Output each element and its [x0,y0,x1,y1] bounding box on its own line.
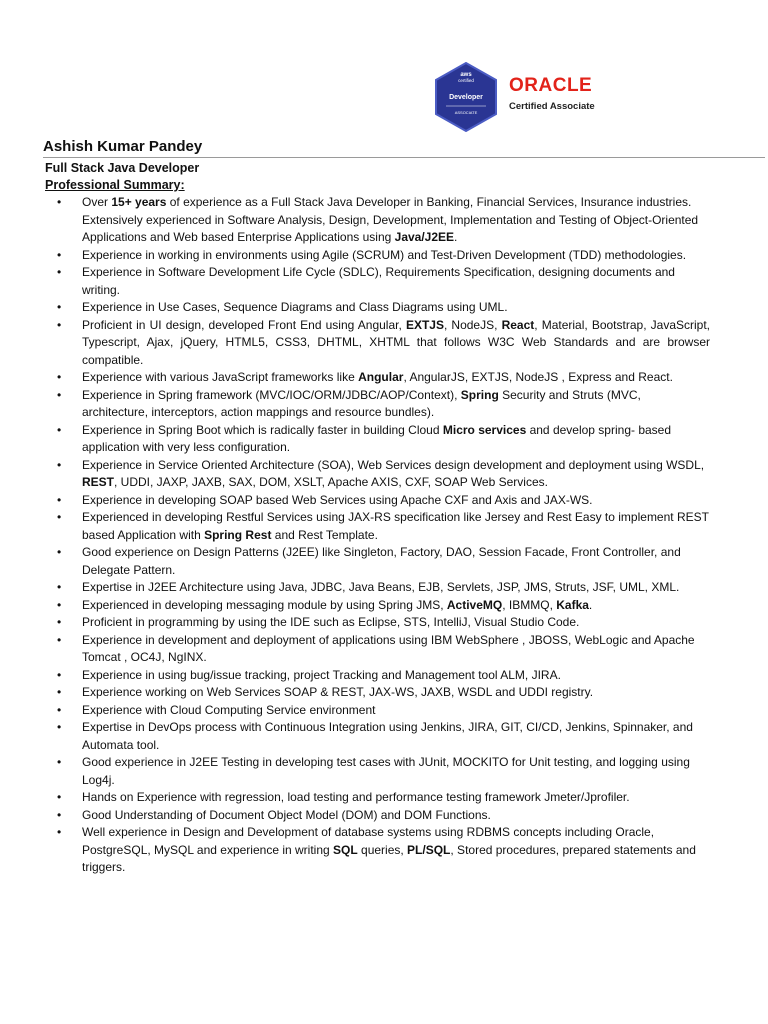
bullet-text: , IBMMQ, [502,597,557,612]
bullet-bold-text: Kafka [556,597,589,612]
summary-bullet-item [0,614,768,632]
bullet-bold-text: Java/J2EE [394,230,455,244]
summary-bullet-item [0,264,768,299]
bullet-text: Well experience in Design and Development of database systems using RDBMS concepts including Oracle, PostgreSQL, MySQL and experience in writing [82,825,655,857]
bullet-point-icon: • [57,195,62,209]
section-heading-professional-summary: Professional Summary: [45,178,185,192]
bullet-point-icon: • [57,702,62,717]
bullet-point-icon: • [57,422,62,437]
bullet-text: Over [82,195,112,209]
summary-bullet-item [0,789,768,807]
bullet-bold-text: Spring [460,387,499,402]
bullet-text: queries, [357,842,408,857]
bullet-text: Good experience on Design Patterns (J2EE) like Singleton, Factory, DAO, Session Facade, Front Controller, and Delegate Pattern. [82,545,681,577]
summary-bullet-item [0,807,768,825]
bullet-bold-text: EXTJS [405,317,444,332]
bullet-bold-text: ActiveMQ [446,597,503,612]
bullet-bold-text: Micro services [442,422,527,437]
summary-bullet-item [0,422,768,457]
oracle-wordmark: ORACLE [509,75,593,96]
summary-bullet-item [0,684,768,702]
bullet-point-icon: • [57,387,62,402]
summary-bullet-item [0,317,768,370]
bullet-bold-text: Angular [358,370,404,384]
bullet-text: Experience in development and deployment of applications using IBM WebSphere , JBOSS, WebLogic and Apache Tomcat , OC4J, NgINX. [82,632,695,664]
summary-bullet-item [0,824,768,877]
bullet-point-icon: • [57,825,62,839]
bullet-bold-text: PL/SQL [407,842,451,857]
bullet-text: Experience in Spring Boot which is radically faster in building Cloud [82,422,443,437]
header-divider [43,157,765,158]
candidate-name: Ashish Kumar Pandey [43,138,203,155]
summary-bullet-item [0,492,768,510]
bullet-point-icon: • [57,790,62,804]
aws-developer-badge [434,62,498,132]
bullet-text: Experienced in developing messaging module by using Spring JMS, [82,597,447,612]
bullet-text: Experience in working in environments using Agile (SCRUM) and Test-Driven Development (TDD) methodologies. [82,247,687,262]
bullet-text: , UDDI, JAXP, JAXB, SAX, DOM, XSLT, Apache AXIS, CXF, SOAP Web Services. [114,475,548,489]
aws-level-text: Developer [449,94,483,101]
bullet-text: Experience in Spring framework (MVC/IOC/ORM/JDBC/AOP/Context), [82,387,461,402]
bullet-point-icon: • [57,632,62,647]
summary-bullet-item [0,667,768,685]
bullet-text: Expertise in DevOps process with Continuous Integration using Jenkins, JIRA, GIT, CI/CD, Jenkins, Spinnaker, and Automata tool. [82,720,693,752]
bullet-text: . [588,597,593,612]
bullet-text: Proficient in programming by using the IDE such as Eclipse, STS, IntelliJ, Visual Studio Code. [82,615,580,629]
bullet-text: Experienced in developing Restful Services using JAX-RS specification like Jersey and Rest Easy to implement REST based Application with [82,510,709,542]
bullet-text: Experience in Software Development Life Cycle (SDLC), Requirements Specification, designing documents and writing. [82,265,675,297]
bullet-point-icon: • [57,492,62,507]
bullet-text: Experience in Use Cases, Sequence Diagrams and Class Diagrams using UML. [82,300,508,314]
bullet-text: and develop spring- based application with very less configuration. [82,422,672,454]
summary-bullet-item [0,194,768,247]
bullet-point-icon: • [57,615,62,629]
bullet-point-icon: • [57,720,62,734]
summary-bullet-item [0,579,768,597]
summary-bullet-item [0,369,768,387]
aws-certified-text: certified [458,78,474,83]
bullet-text: Experience with various JavaScript frameworks like [82,370,359,384]
bullet-point-icon: • [57,300,62,314]
bullet-bold-text: React [501,317,535,332]
bullet-point-icon: • [57,685,62,699]
summary-bullet-item [0,719,768,754]
bullet-text: , NodeJS, [443,317,502,332]
bullet-text: Experience in developing SOAP based Web Services using Apache CXF and Axis and JAX-WS. [82,492,593,507]
bullet-text: , Stored procedures, prepared statements and triggers. [82,842,696,874]
bullet-point-icon: • [57,580,62,594]
summary-bullet-item [0,387,768,422]
bullet-text: Expertise in J2EE Architecture using Java, JDBC, Java Beans, EJB, Servlets, JSP, JMS, Struts, JSF, UML, XML. [82,580,680,594]
certification-badges [434,62,614,132]
bullet-point-icon: • [57,545,62,559]
summary-bullet-item [0,597,768,615]
bullet-point-icon: • [57,247,62,262]
aws-logo-text: aws [460,72,472,78]
summary-bullet-item [0,509,768,544]
bullet-bold-text: 15+ years [111,195,167,209]
summary-bullet-item [0,754,768,789]
bullet-text: and Rest Template. [271,527,378,542]
bullet-text: Hands on Experience with regression, load testing and performance testing framework Jmeter/Jprofiler. [82,790,630,804]
bullet-point-icon: • [57,755,62,769]
bullet-text: Experience in using bug/issue tracking, project Tracking and Management tool ALM, JIRA. [82,667,561,682]
bullet-text: Security and Struts (MVC, architecture, interceptors, action mappings and resource bundles). [82,387,641,419]
bullet-point-icon: • [57,317,62,332]
bullet-text: of experience as a Full Stack Java Developer in Banking, Financial Services, Insurance industries. Extensively experienced in Software Analysis, Design, Development, Implementation and Testing of Object-Oriented Applications and Web based Enterprise Applications using [82,195,699,244]
bullet-point-icon: • [57,457,62,472]
job-title: Full Stack Java Developer [45,161,200,175]
summary-bullet-item [0,544,768,579]
bullet-bold-text: SQL [333,842,358,857]
summary-bullet-item [0,457,768,492]
bullet-bold-text: REST [82,475,115,489]
aws-tier-text: ASSOCIATE [454,110,478,115]
bullet-point-icon: • [57,597,62,612]
oracle-certified-logo [509,76,609,116]
bullet-point-icon: • [57,510,62,524]
bullet-text: Experience working on Web Services SOAP & REST, JAX-WS, JAXB, WSDL and UDDI registry. [82,685,594,699]
bullet-text: , AngularJS, EXTJS, NodeJS , Express and React. [403,370,673,384]
oracle-certification-label: Certified Associate [509,101,595,112]
professional-summary-list [0,194,768,877]
summary-bullet-item [0,632,768,667]
bullet-text: Good Understanding of Document Object Model (DOM) and DOM Functions. [82,807,491,822]
bullet-text: . [454,230,458,244]
bullet-point-icon: • [57,807,62,822]
summary-bullet-item [0,247,768,265]
summary-bullet-item [0,702,768,720]
bullet-text: Experience in Service Oriented Architecture (SOA), Web Services design development and deployment using WSDL, [82,457,705,472]
bullet-point-icon: • [57,370,62,384]
bullet-text: Experience with Cloud Computing Service environment [82,702,376,717]
bullet-text: , Material, Bootstrap, JavaScript, Typescript, Ajax, jQuery, HTML5, CSS3, DHTML, XHTML that follows W3C Web Standards and are browser compatible. [82,317,711,367]
bullet-text: Good experience in J2EE Testing in developing test cases with JUnit, MOCKITO for Unit testing, and logging using Log4j. [82,755,690,787]
bullet-point-icon: • [57,667,62,682]
summary-bullet-item [0,299,768,317]
bullet-text: Proficient in UI design, developed Front End using Angular, [82,317,406,332]
bullet-point-icon: • [57,265,62,279]
bullet-bold-text: Spring Rest [204,527,272,542]
